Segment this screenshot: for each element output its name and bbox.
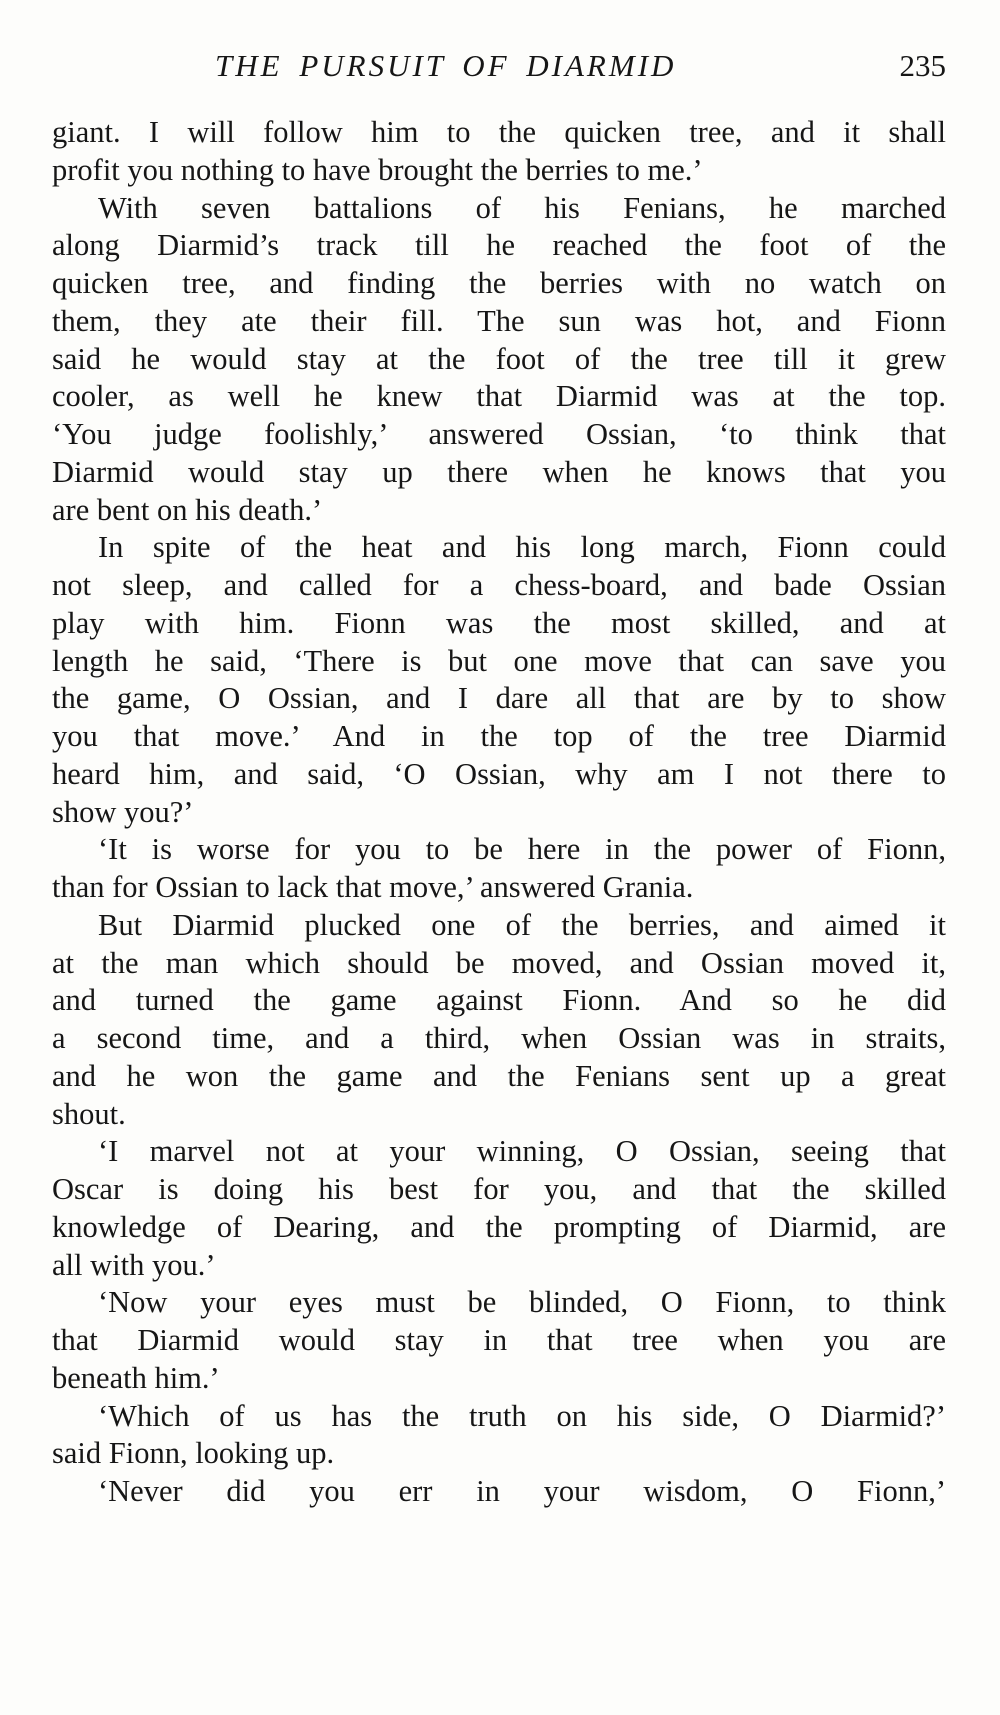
text-line: than for Ossian to lack that move,’ answered Grania. xyxy=(52,870,694,904)
text-line: play with him. Fionn was the most skilled, and at xyxy=(52,605,946,640)
text-line: that Diarmid would stay in that tree when you are xyxy=(52,1323,946,1357)
page-number: 235 xyxy=(899,48,946,83)
text-line: Diarmid would stay up there when he knows that you xyxy=(52,454,946,489)
text-line: But Diarmid plucked one of the berries, and aimed it xyxy=(98,907,946,942)
text-line: ‘You judge foolishly,’ answered Ossian, ‘to think that xyxy=(52,417,946,451)
text-line: giant. I will follow him to the quicken tree, and it shall xyxy=(52,115,946,149)
text-line: ‘It is worse for you to be here in the power of Fionn, xyxy=(98,832,946,867)
text-line: them, they ate their fill. The sun was hot, and Fionn xyxy=(52,303,946,338)
text-line: knowledge of Dearing, and the prompting of Diarmid, are xyxy=(52,1209,946,1244)
text-line: along Diarmid’s track till he reached the foot of the xyxy=(52,228,946,263)
text-line: and turned the game against Fionn. And so he did xyxy=(52,983,946,1018)
text-line: and he won the game and the Fenians sent up a great xyxy=(52,1058,946,1093)
running-title: THE PURSUIT OF DIARMID xyxy=(215,48,677,83)
text-line: said Fionn, looking up. xyxy=(52,1436,335,1471)
text-line: quicken tree, and finding the berries with no watch on xyxy=(52,266,946,300)
paragraph xyxy=(52,529,946,831)
text-line: shout. xyxy=(52,1096,126,1131)
text-line: profit you nothing to have brought the berries to me.’ xyxy=(52,152,703,187)
text-line: not sleep, and called for a chess-board, and bade Ossian xyxy=(52,568,946,602)
paragraph xyxy=(52,1133,946,1284)
text-line: at the man which should be moved, and Ossian moved it, xyxy=(52,945,946,980)
text-line: ‘I marvel not at your winning, O Ossian, seeing that xyxy=(98,1134,946,1169)
text-line: With seven battalions of his Fenians, he marched xyxy=(98,190,946,225)
text-line: all with you.’ xyxy=(52,1247,216,1282)
text-line: ‘Now your eyes must be blinded, O Fionn, to think xyxy=(98,1285,946,1320)
text-line: cooler, as well he knew that Diarmid was at the top. xyxy=(52,379,946,414)
paragraph xyxy=(52,831,946,907)
paragraph xyxy=(52,1473,946,1511)
text-line: ‘Which of us has the truth on his side, O Diarmid?’ xyxy=(98,1398,946,1433)
paragraph xyxy=(52,114,946,190)
text-line: you that move.’ And in the top of the tree Diarmid xyxy=(52,719,946,753)
text-line: the game, O Ossian, and I dare all that are by to show xyxy=(52,681,946,716)
paragraph xyxy=(52,1398,946,1474)
text-line: length he said, ‘There is but one move that can save you xyxy=(52,643,946,678)
text-line: are bent on his death.’ xyxy=(52,492,323,527)
text-line: beneath him.’ xyxy=(52,1360,220,1395)
paragraph xyxy=(52,190,946,530)
text-line: a second time, and a third, when Ossian was in straits, xyxy=(52,1021,946,1055)
body-text xyxy=(52,114,946,1511)
text-line: Oscar is doing his best for you, and that the skilled xyxy=(52,1172,946,1206)
text-line: said he would stay at the foot of the tree till it grew xyxy=(52,341,946,376)
text-line: heard him, and said, ‘O Ossian, why am I not there to xyxy=(52,756,946,791)
running-head xyxy=(52,46,946,86)
paragraph xyxy=(52,1284,946,1397)
text-line: ‘Never did you err in your wisdom, O Fionn,’ xyxy=(98,1474,946,1508)
text-line: show you?’ xyxy=(52,794,194,829)
text-line: In spite of the heat and his long march, Fionn could xyxy=(98,530,946,565)
paragraph xyxy=(52,907,946,1134)
